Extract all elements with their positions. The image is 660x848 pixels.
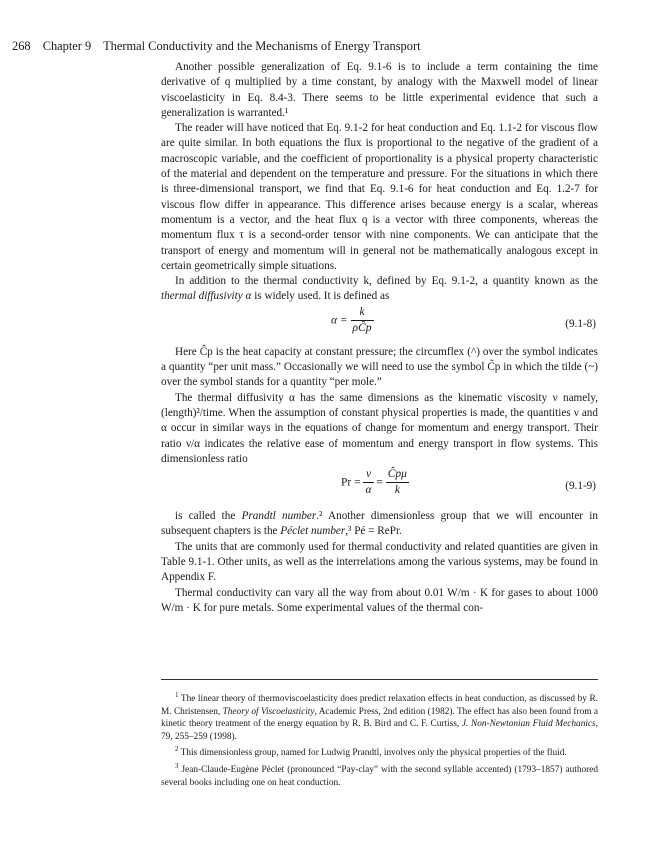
paragraph-6-text-end: ,³ Pé = RePr. [345, 525, 402, 538]
footnote-2 [161, 743, 598, 760]
equals-sign: = [376, 476, 383, 489]
paragraph-3-text: In addition to the thermal conductivity k, defined by Eq. 9.1-2, a quantity known as the [175, 275, 598, 288]
equation-fraction [351, 305, 374, 337]
footnote-text: The linear theory of thermoviscoelasticity does predict relaxation effects in heat conduction, as discussed by R. M. Christensen, [161, 694, 599, 717]
equation-lhs: Pr = [341, 476, 361, 489]
term-prandtl-number: Prandtl number [241, 510, 317, 523]
paragraph-3 [161, 274, 598, 305]
term-peclet-number: Péclet number [280, 525, 346, 538]
paragraph-7: The units that are commonly used for thermal conductivity and related quantities are given in Table 9.1-1. Other units, as well as the interrelations among the various systems, may be found in Appendix F. [161, 540, 598, 584]
book-title: Theory of Viscoelasticity [222, 706, 315, 717]
fraction-denominator: k [386, 482, 409, 498]
footnotes [161, 689, 598, 789]
paragraph-2: The reader will have noticed that Eq. 9.1-2 for heat conduction and Eq. 1.1-2 for viscous flow are quite similar. In both equations the flux is proportional to the negative of the gradient of a macroscopic variable, and the coefficient of proportionality is a physical property characteristic of the material and dependent on the temperature and pressure. For the situations in which there is three-dimensional transport, we find that Eq. 9.1-6 for heat conduction and Eq. 1.2-7 for viscous flow differ in appearance. This difference arises because energy is a scalar, whereas momentum is a vector, and the heat flux q is a vector with three components, whereas the momentum flux τ is a second-order tensor with nine components. We can anticipate that the transport of energy and momentum will in general not be mathematically analogous except in certain geometrically simple situations. [161, 122, 598, 272]
fraction-numerator: k [359, 305, 365, 318]
paragraph-6-text-mid: .² Another dimensionless group that we will encounter in subsequent chapters is the [161, 510, 598, 538]
chapter-title: Thermal Conductivity and the Mechanisms of Energy Transport [103, 39, 421, 53]
equation-9-1-8 [161, 305, 598, 345]
chapter-label: Chapter 9 [42, 39, 92, 53]
footnote-1 [161, 689, 598, 743]
equation-expression [341, 467, 409, 499]
footnote-marker: 2 [175, 745, 179, 754]
equation-fraction-2 [386, 467, 409, 499]
journal-title: J. Non-Newtonian Fluid Mechanics [461, 719, 596, 730]
equation-lhs: α = [331, 314, 348, 327]
equation-number: (9.1-9) [565, 480, 596, 493]
footnote-3 [161, 760, 598, 789]
footnote-text: Jean-Claude-Eugène Péclet (pronounced “Pay-clay” with the second syllable accented) (1793–1857) authored several books including one on heat conduction. [161, 765, 598, 788]
paragraph-6 [161, 509, 598, 540]
footnote-rule [161, 679, 598, 680]
paragraph-5: The thermal diffusivity α has the same dimensions as the kinematic viscosity ν namely, (length)²/time. When the assumption of constant physical properties is made, the quantities ν and α occur in similar ways in the equations of change for momentum and energy transport. Their ratio ν/α indicates the relative ease of momentum and energy transport in flow systems. This dimensionless ratio [161, 391, 598, 465]
fraction-denominator: α [363, 482, 373, 498]
fraction-numerator: ν [365, 468, 372, 481]
footnote-marker: 1 [175, 691, 179, 699]
running-head [12, 39, 421, 54]
equation-number: (9.1-8) [565, 317, 596, 330]
equation-9-1-9 [161, 467, 598, 509]
term-thermal-diffusivity: thermal diffusivity α [161, 290, 252, 303]
footnote-text: This dimensionless group, named for Ludwig Prandtl, involves only the physical properties of the fluid. [180, 748, 567, 759]
footnote-text: , Academic Press, 2nd edition (1982). The effect has also been found from a kinetic theory treatment of the energy equation by R. B. Bird and C. F. Curtiss, [161, 706, 598, 730]
paragraph-6-text: is called the [175, 510, 242, 523]
paragraph-1: Another possible generalization of Eq. 9.1-6 is to include a term containing the time derivative of q multiplied by a time constant, by analogy with the Maxwell model of linear viscoelasticity in Eq. 8.4-3. There seems to be little experimental evidence that such a generalization is warranted.¹ [161, 61, 598, 119]
body-text [161, 60, 598, 616]
footnote-marker: 3 [175, 762, 179, 771]
paragraph-4: Here Ĉp is the heat capacity at constant pressure; the circumflex (^) over the symbol indicates a quantity “per unit mass.” Occasionally we will need to use the symbol C̃p in which the tilde (~) over the symbol stands for a quantity “per mole.” [161, 345, 598, 389]
paragraph-8: Thermal conductivity can vary all the way from about 0.01 W/m · K for gases to about 1000 W/m · K for pure metals. Some experimental values of the thermal con- [161, 586, 598, 614]
equation-fraction-1 [363, 467, 373, 499]
paragraph-3-text-end: is widely used. It is defined as [251, 290, 390, 303]
fraction-denominator: ρĈp [351, 320, 374, 336]
fraction-numerator: Ĉpμ [387, 468, 407, 481]
page-number: 268 [12, 39, 31, 53]
equation-expression [331, 305, 374, 337]
footnote-text: , 79, 255–259 (1998). [161, 719, 598, 742]
